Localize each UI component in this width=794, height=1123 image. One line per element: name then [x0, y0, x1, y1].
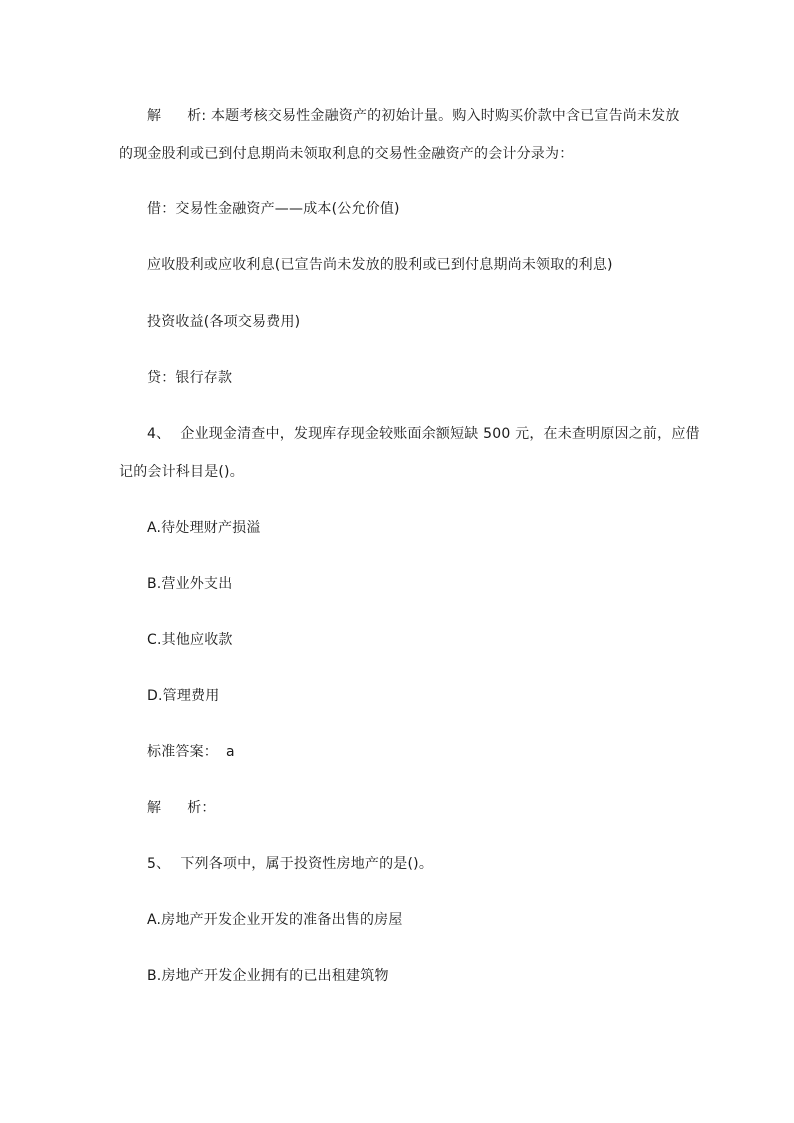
question-4-option-b: B.营业外支出	[147, 576, 233, 592]
entry-debit: 借：交易性金融资产——成本(公允价值)	[147, 201, 400, 217]
question-5-option-b: B.房地产开发企业拥有的已出租建筑物	[147, 968, 389, 984]
analysis-label-a: 解	[147, 108, 162, 124]
question-5-text: 下列各项中，属于投资性房地产的是()。	[180, 856, 434, 872]
question-5-line	[147, 855, 433, 873]
question-4-option-a: A.待处理财产损溢	[147, 520, 261, 536]
question-4-line-1	[147, 425, 700, 443]
question-4-number: 4、	[147, 426, 171, 442]
question-5-option-a: A.房地产开发企业开发的准备出售的房屋	[147, 912, 403, 928]
analysis-text-1: 本题考核交易性金融资产的初始计量。购入时购买价款中含已宣告尚未发放	[210, 108, 680, 124]
question-4-line-2: 记的会计科目是()。	[119, 464, 244, 480]
question-5-number: 5、	[147, 856, 171, 872]
answer-value: a	[226, 744, 235, 760]
question-4-answer	[147, 743, 235, 761]
entry-investment-income: 投资收益(各项交易费用)	[147, 314, 301, 330]
analysis-line-2: 的现金股利或已到付息期尚未领取利息的交易性金融资产的会计分录为：	[119, 146, 574, 162]
question-4-analysis-label-b: 析：	[187, 800, 216, 816]
question-4-analysis	[147, 799, 216, 817]
analysis-line-1	[147, 107, 680, 125]
question-4-analysis-label-a: 解	[147, 800, 162, 816]
entry-credit: 贷：银行存款	[147, 370, 233, 386]
entry-receivable: 应收股利或应收利息(已宣告尚未发放的股利或已到付息期尚未领取的利息)	[147, 257, 613, 273]
question-4-option-d: D.管理费用	[147, 688, 220, 704]
answer-label: 标准答案：	[147, 744, 218, 760]
question-4-text-1: 企业现金清查中，发现库存现金较账面余额短缺 500 元，在未查明原因之前，应借	[180, 426, 700, 442]
question-4-option-c: C.其他应收款	[147, 632, 233, 648]
analysis-label-b: 析:	[187, 108, 207, 124]
